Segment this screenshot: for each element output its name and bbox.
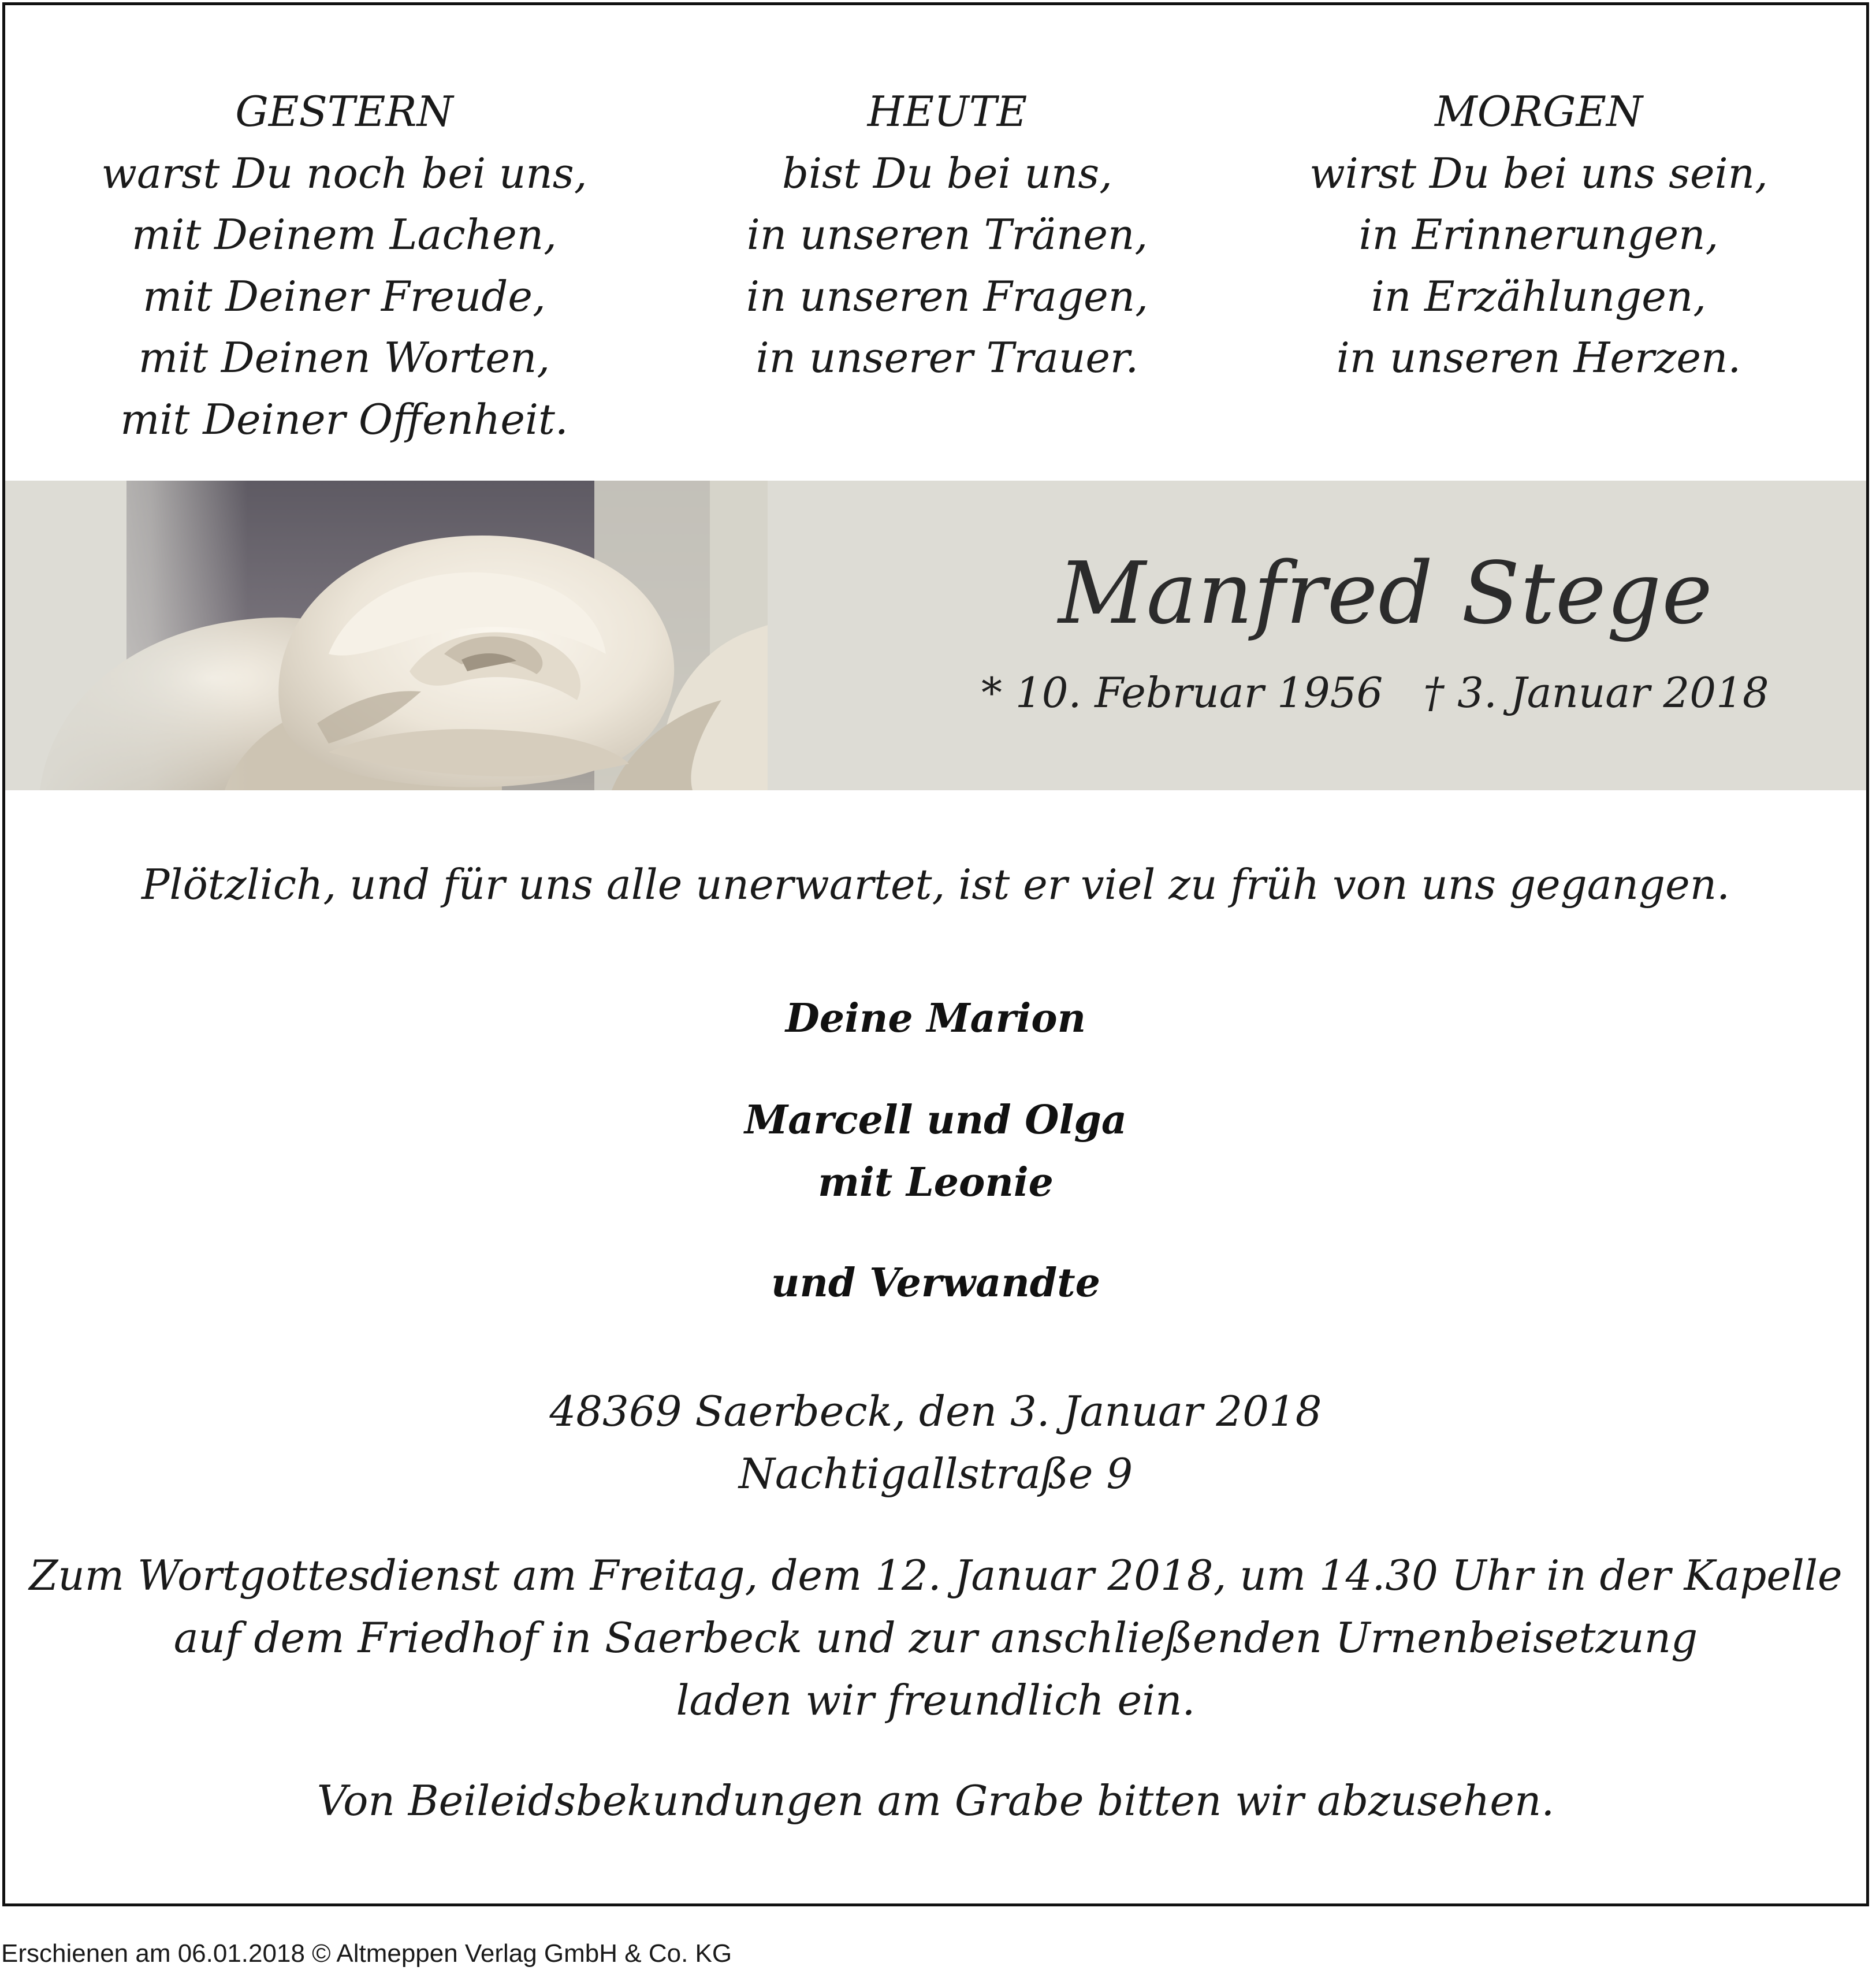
mourner-line: mit Leonie — [818, 1159, 1054, 1206]
deceased-name: Manfred Stege — [1058, 544, 1713, 643]
service-line: Zum Wortgottesdienst am Freitag, dem 12. Januar 2018, um 14.30 Uhr in der Kapelle — [29, 1551, 1842, 1600]
poem-line: in unseren Herzen. — [1336, 333, 1741, 382]
poem-line: mit Deinem Lachen, — [132, 210, 557, 259]
rose-photo-icon — [5, 481, 768, 790]
poem-heading: GESTERN — [235, 87, 453, 136]
publication-footer: Erschienen am 06.01.2018 © Altmeppen Verlag GmbH & Co. KG — [1, 1939, 732, 1968]
poem-line: in unserer Trauer. — [755, 333, 1139, 382]
name-band — [5, 481, 1866, 790]
poem-heading: HEUTE — [867, 87, 1028, 136]
poem-line: warst Du noch bei uns, — [101, 148, 587, 198]
intro-text: Plötzlich, und für uns alle unerwartet, ist er viel zu früh von uns gegangen. — [141, 860, 1730, 909]
poem-line: in unseren Tränen, — [746, 210, 1148, 259]
poem-column-morgen — [1233, 81, 1845, 389]
mourner-line: und Verwandte — [771, 1260, 1100, 1306]
closing-text: Von Beileidsbekundungen am Grabe bitten wir abzusehen. — [317, 1776, 1555, 1825]
address-line: 48369 Saerbeck, den 3. Januar 2018 — [549, 1387, 1322, 1436]
poem-heading: MORGEN — [1434, 87, 1643, 136]
mourner-line: Deine Marion — [785, 995, 1086, 1042]
address-line: Nachtigallstraße 9 — [738, 1449, 1133, 1498]
life-dates — [981, 667, 1769, 719]
poem-line: in Erinnerungen, — [1358, 210, 1719, 259]
poem-line: mit Deiner Freude, — [143, 272, 546, 321]
poem-line: in Erzählungen, — [1371, 272, 1707, 321]
poem-line: in unseren Fragen, — [746, 272, 1149, 321]
poem-line: wirst Du bei uns sein, — [1309, 148, 1768, 198]
service-line: auf dem Friedhof in Saerbeck und zur anschließenden Urnenbeisetzung — [173, 1613, 1698, 1662]
poem-line: mit Deinen Worten, — [138, 333, 550, 382]
mourner-line: Marcell und Olga — [745, 1097, 1127, 1143]
poem-line: bist Du bei uns, — [781, 148, 1113, 198]
service-line: laden wir freundlich ein. — [676, 1676, 1196, 1724]
birth-date: * 10. Februar 1956 — [981, 668, 1383, 717]
death-date: † 3. Januar 2018 — [1423, 668, 1769, 717]
poem-column-gestern — [38, 81, 650, 450]
poem-column-heute — [641, 81, 1253, 389]
poem-line: mit Deiner Offenheit. — [120, 395, 568, 444]
